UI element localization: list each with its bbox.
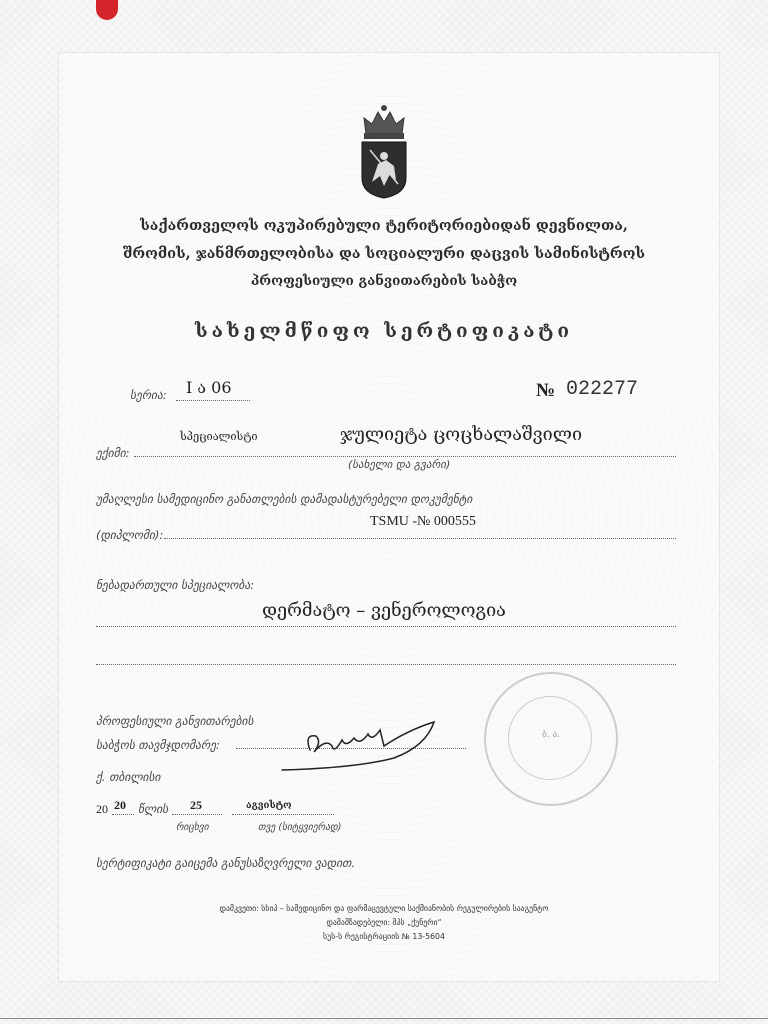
doctor-name: ჯულიეტა ცოცხალაშვილი	[340, 424, 583, 445]
day-caption: რიცხვი	[176, 822, 209, 833]
date-month: აგვისტო	[246, 800, 292, 811]
certificate-number: 022277	[566, 378, 639, 401]
specialty-label: ნებადართული სპეციალობა:	[96, 578, 255, 592]
specialty-line-2	[96, 664, 676, 665]
header-line-1: საქართველოს ოკუპირებული ტერიტორიებიდან დევნილთა,	[140, 217, 628, 234]
series-label: სერია:	[130, 388, 167, 402]
doctor-caption: (სახელი და გვარი)	[348, 458, 451, 471]
issued-note: სერტიფიკატი გაიცემა განუსაზღვრელი ვადით.	[96, 856, 356, 870]
doctor-title: სპეციალისტი	[180, 430, 258, 443]
signature	[276, 712, 446, 792]
day-line	[172, 814, 222, 815]
footer-line-2: დამამზადებელი: შპს „ქუნერი“	[326, 918, 442, 927]
series-value: I ა 06	[186, 378, 232, 397]
doctor-label: ექიმი:	[96, 446, 130, 460]
stamp-center-text: ბ. ა.	[542, 730, 560, 740]
date-day: 25	[190, 798, 202, 812]
page-edge-line	[0, 1018, 768, 1019]
specialty-line	[96, 626, 676, 627]
doctor-line	[134, 456, 676, 457]
footer-line-3: სუს-ს რეგისტრაციის № 13-5604	[323, 932, 445, 941]
year-line	[112, 814, 134, 815]
number-prefix: №	[536, 380, 556, 401]
month-line	[232, 814, 334, 815]
year-prefix: 20	[96, 802, 108, 816]
year-suffix: 20	[114, 798, 126, 812]
footer-line-1: დამკვეთი: სსიპ – სამედიცინო და ფარმაცევტული საქმიანობის რეგულირების სააგენტო	[219, 904, 549, 913]
diploma-label: (დიპლომი):	[96, 528, 164, 542]
specialty-value: დერმატო – ვენეროლოგია	[262, 600, 506, 621]
chair-label-1: პროფესიული განვითარების	[96, 714, 254, 728]
certificate-title: სახელმწიფო სერტიფიკატი	[194, 320, 573, 342]
diploma-line	[164, 538, 676, 539]
header-line-3: პროფესიული განვითარების საბჭო	[250, 273, 518, 289]
series-line	[176, 400, 250, 401]
official-stamp	[484, 672, 618, 806]
coat-of-arms-icon	[356, 100, 412, 200]
diploma-number: TSMU -№ 000555	[370, 514, 476, 529]
header-line-2: შრომის, ჯანმრთელობისა და სოციალური დაცვის სამინისტროს	[123, 245, 645, 262]
chair-label-2: საბჭოს თავმჯდომარე:	[96, 738, 220, 752]
diploma-intro: უმაღლესი სამედიცინო განათლების დამადასტურებელი დოკუმენტი	[96, 492, 473, 506]
month-caption: თვე (სიტყვიერად)	[258, 822, 342, 833]
year-word: წლის	[138, 802, 169, 816]
city-label: ქ. თბილისი	[96, 770, 161, 784]
